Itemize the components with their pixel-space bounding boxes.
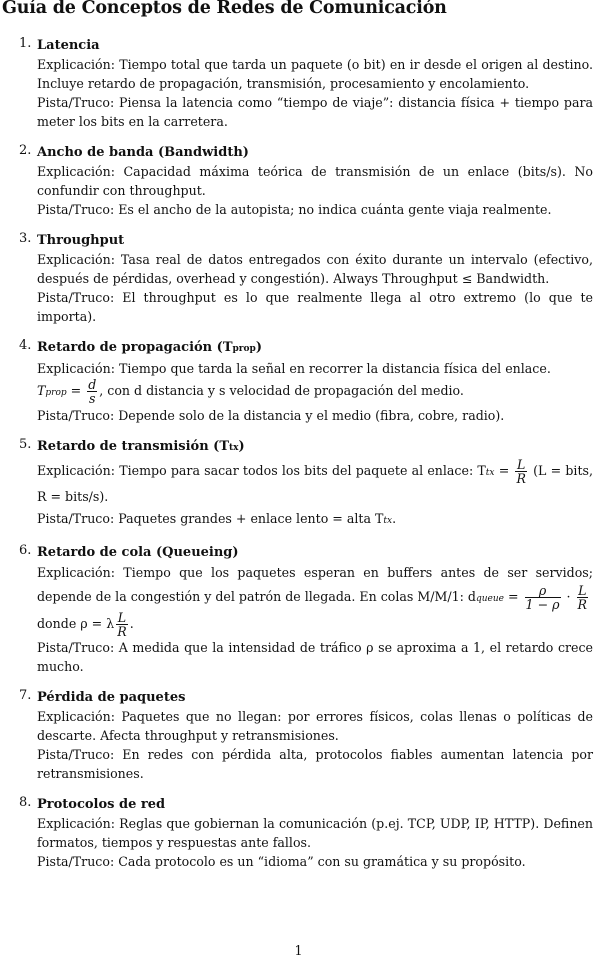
item-explanation: Explicación: Capacidad máxima teórica de transmisión de un enlace (bits/s). No confundir con throughput. [37,164,593,198]
item-tip: Pista/Truco: Depende solo de la distancia y el medio (fibra, cobre, radio). [37,408,505,423]
fraction-l-over-r: $\frac{L}{R}$ [117,610,127,639]
propagation-formula: Tprop = $\frac{d}{s}$ , con d distancia y s velocidad de propagación del medio. [37,377,464,406]
fraction-l-over-r: $\frac{L}{R}$ [516,457,526,486]
list-item-perdida-paquetes [0,688,597,783]
item-explanation: Explicación: Tiempo total que tarda un paquete (o bit) en ir desde el origen al destino. Incluye retardo de propagación, transmisión, procesamiento y encolamiento. [37,57,593,91]
item-tip: Pista/Truco: Es el ancho de la autopista; no indica cuánta gente viaja realmente. [37,202,552,217]
item-tip: Pista/Truco: A medida que la intensidad de tráfico ρ se aproxima a 1, el retardo crece mucho. [37,640,593,674]
item-title: Latencia [37,38,100,53]
item-number: 3. [19,231,32,246]
item-explanation: Explicación: Tasa real de datos entregados con éxito durante un intervalo (efectivo, después de pérdidas, overhead y congestión). Always Throughput ≤ Bandwidth. [37,252,593,286]
item-tip: Pista/Truco: El throughput es lo que realmente llega al otro extremo (lo que te importa). [37,290,593,324]
item-title: Retardo de cola (Queueing) [37,545,239,560]
item-number: 6. [19,543,32,558]
item-title: Protocolos de red [37,797,166,812]
item-title: Throughput [37,233,125,248]
fraction-rho: $\frac{\rho}{1 - \rho}$ [525,583,560,612]
item-number: 4. [19,338,32,353]
item-explanation: Explicación: Tiempo que los paquetes esperan en buffers antes de ser servidos; depende de la congestión y del patrón de llegada. En colas M/M/1: dqueue = $\frac{\rho}{1 - \rho}$ · $\frac{L}{R}$ [37,565,593,612]
item-tip: Pista/Truco: Piensa la latencia como “tiempo de viaje”: distancia física + tiempo para meter los bits en la carretera. [37,95,593,129]
list-item-retardo-cola [0,543,597,676]
list-item-retardo-transmision [0,437,597,531]
item-number: 1. [19,36,32,51]
concept-list [0,30,597,883]
list-item-protocolos [0,795,597,871]
item-number: 8. [19,795,32,810]
item-tip: Pista/Truco: En redes con pérdida alta, protocolos fiables aumentan latencia por retransmisiones. [37,747,593,781]
list-item-retardo-propagacion [0,338,597,425]
item-title: Retardo de transmisión (Ttx) [37,439,245,454]
item-number: 7. [19,688,32,703]
item-title: Pérdida de paquetes [37,690,186,705]
list-item-throughput [0,231,597,326]
item-explanation: Explicación: Paquetes que no llegan: por errores físicos, colas llenas o políticas de descarte. Afecta throughput y retransmisiones. [37,709,593,743]
rho-definition: donde ρ = λ $\frac{L}{R}$ . [37,610,134,639]
page-title: Guía de Conceptos de Redes de Comunicación [2,0,447,18]
item-explanation: Explicación: Reglas que gobiernan la comunicación (p.ej. TCP, UDP, IP, HTTP). Definen formatos, tiempos y respuestas ante fallos. [37,816,593,850]
item-number: 2. [19,143,32,158]
page-number: 1 [294,943,303,958]
list-item-ancho-de-banda [0,143,597,219]
item-tip: Pista/Truco: Paquetes grandes + enlace lento = alta Ttx. [37,511,397,526]
fraction-l-over-r: $\frac{L}{R}$ [577,583,588,612]
item-title: Ancho de banda (Bandwidth) [37,145,249,160]
item-title: Retardo de propagación (Tprop) [37,340,262,355]
list-item-latencia [0,36,597,131]
item-tip: Pista/Truco: Cada protocolo es un “idioma” con su gramática y su propósito. [37,854,526,869]
item-explanation: Explicación: Tiempo que tarda la señal en recorrer la distancia física del enlace. [37,361,551,376]
fraction-d-over-s: $\frac{d}{s}$ [88,377,97,406]
item-explanation: Explicación: Tiempo para sacar todos los bits del paquete al enlace: Ttx = $\frac{L}{R}$ (L = bits, R = bits/s). [37,457,593,504]
item-number: 5. [19,437,32,452]
